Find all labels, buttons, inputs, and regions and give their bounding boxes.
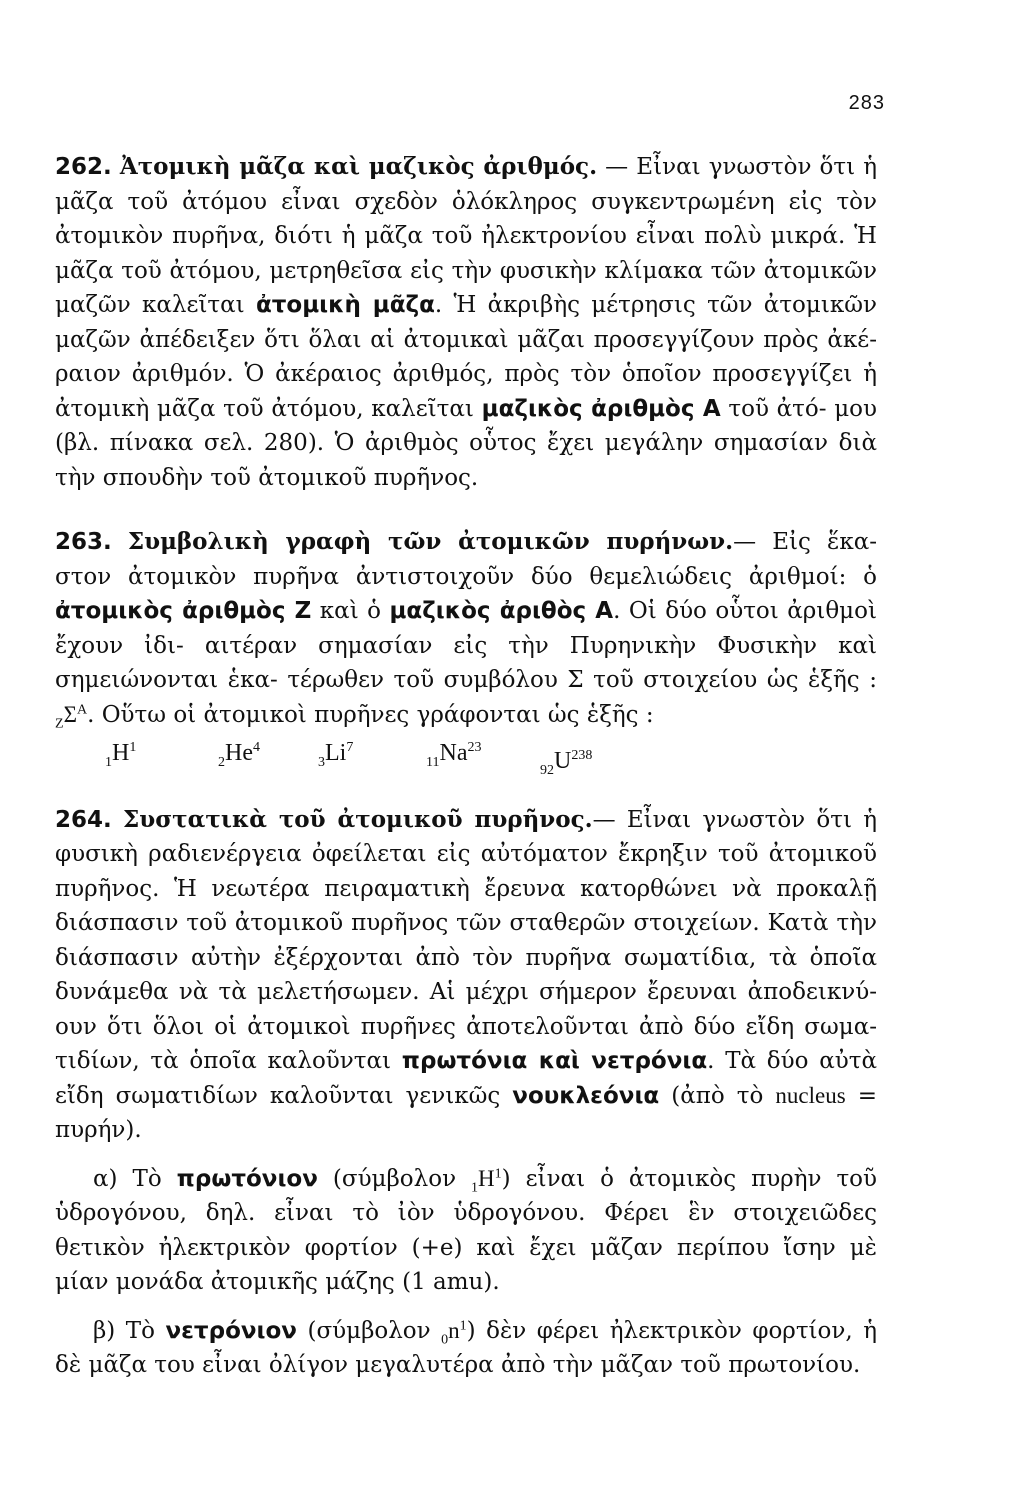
section-number: 262. bbox=[55, 154, 112, 180]
section-264 bbox=[55, 803, 877, 1148]
term-bold: ἀτομικὸς ἀριθμὸς Ζ bbox=[55, 598, 312, 624]
text-column bbox=[55, 150, 877, 1383]
body-text: (ἀπὸ τὸ bbox=[659, 1082, 776, 1109]
body-text: ) δὲν φέρει ἠλεκτρικὸν φορτίον, ἡ δὲ μᾶζα του εἶναι ὀλίγον μεγαλυτέρα ἀπὸ τὴν μᾶζαν τοῦ πρωτονίου. bbox=[55, 1317, 877, 1378]
body-text: . Οὕτω οἱ ἀτομικοὶ πυρῆνες γράφονται ὡς ἑξῆς : bbox=[87, 701, 654, 728]
body-text: (σύμβολον bbox=[296, 1317, 442, 1344]
body-text: καὶ ὁ bbox=[311, 598, 390, 624]
section-number: 264. bbox=[55, 806, 112, 833]
formula-hydrogen: $_1H^1$ bbox=[105, 740, 137, 770]
item-beta-neutron bbox=[55, 1314, 877, 1383]
proton-symbol: $_1H^1$ bbox=[471, 1165, 502, 1196]
body-text: . Οἱ δύο οὗτοι ἀριθμοὶ ἔχουν ἰδι- αιτέραν σημασίαν εἰς τὴν Πυρηνικὴν Φυσικὴν καὶ σημειώνονται ἑκα- τέρωθεν τοῦ συμβόλου Σ τοῦ στοιχείου ὡς ἑξῆς : bbox=[55, 598, 877, 693]
term-bold: μαζικὸς ἀριθμὸς Α bbox=[481, 395, 721, 422]
term-bold: νετρόνιον bbox=[165, 1317, 297, 1344]
body-text: . Τὰ δύο αὐτὰ εἴδη σωματιδίων καλοῦνται γενικῶς bbox=[55, 1048, 877, 1109]
body-text: — Εἶναι γνωστὸν ὅτι ἡ φυσικὴ ραδιενέργεια ὀφείλεται εἰς αὐτόματον ἔκρηξιν τοῦ ἀτομικοῦ πυρῆνος. Ἡ νεωτέρα πειραματικὴ ἔρευνα κατορθώνει νὰ προκαλῇ διάσπασιν τοῦ ἀτομικοῦ πυρῆνος τῶν σταθερῶν στοιχείων. Κατὰ τὴν διάσπασιν αὐτὴν ἐξέρχονται ἀπὸ τὸν πυρῆνα σωματίδια, τὰ ὁποῖα δυνάμεθα νὰ τὰ μελετήσωμεν. Αἱ μέχρι σήμερον ἔρευναι ἀποδεικνύ- ουν ὅτι ὅλοι οἱ ἀτομικοὶ πυρῆνες ἀποτελοῦνται ἀπὸ δύο εἴδη σωμα- τιδίων, τὰ ὁποῖα καλοῦνται bbox=[55, 806, 877, 1074]
item-label: α) Τὸ bbox=[93, 1165, 177, 1192]
formula-sodium: $_{11}Na^{23}$ bbox=[426, 740, 482, 770]
section-263 bbox=[55, 525, 877, 732]
latin-word: nucleus bbox=[775, 1082, 846, 1108]
term-bold: νουκλεόνια bbox=[512, 1082, 660, 1109]
section-number: 263. bbox=[55, 529, 112, 555]
body-text: — Εἶναι γνωστὸν ὅτι ἡ μᾶζα τοῦ ἀτόμου εἶναι σχεδὸν ὁλόκληρος συγκεντρωμένη εἰς τὸν ἀτομικὸν πυρῆνα, διότι ἡ μᾶζα τοῦ ἠλεκτρονίου εἶναι πολὺ μικρά. Ἡ μᾶζα τοῦ ἀτόμου, μετρηθεῖσα εἰς τὴν φυσικὴν κλίμακα τῶν ἀτομικῶν μαζῶν καλεῖται bbox=[55, 154, 878, 318]
body-text: — Εἰς ἕκα- στον ἀτομικὸν πυρῆνα ἀντιστοιχοῦν δύο θεμελιώδεις ἀριθμοί: ὁ bbox=[55, 529, 878, 590]
section-title: Συστατικὰ τοῦ ἀτομικοῦ πυρῆνος. bbox=[123, 805, 593, 833]
term-bold: πρωτόνιον bbox=[176, 1165, 318, 1192]
section-262 bbox=[55, 150, 877, 495]
formula-helium: $_2He^4$ bbox=[218, 740, 260, 770]
body-text: ) εἶναι ὁ ἀτομικὸς πυρὴν τοῦ ὑδρογόνου, δηλ. εἶναι τὸ ἰὸν ὑδρογόνου. Φέρει ἓν στοιχειῶδες θετικὸν ἠλεκτρικὸν φορτίον (+e) καὶ ἔχει μᾶζαν περίπου ἴσην μὲ μίαν μονάδα ἀτομικῆς μάζης (1 amu). bbox=[55, 1165, 877, 1295]
term-bold: μαζικὸς ἀριθὸς Α bbox=[389, 598, 614, 624]
body-text: = πυρήν). bbox=[55, 1082, 877, 1143]
nuclide-symbol: $_Z\Sigma^A$ bbox=[55, 701, 88, 732]
formula-uranium: $_{92}U^{238}$ bbox=[540, 748, 593, 778]
section-title: Ἀτομικὴ μᾶζα καὶ μαζικὸς ἀριθμός. bbox=[119, 153, 598, 180]
page-number: 283 bbox=[848, 92, 885, 114]
body-text: . Ἡ ἀκριβὴς μέτρησις τῶν ἀτομικῶν μαζῶν ἀπέδειξεν ὅτι ὅλαι αἱ ἀτομικαὶ μᾶζαι προσεγγίζουν πρὸς ἀκέ- ραιον ἀριθμόν. Ὁ ἀκέραιος ἀριθμός, πρὸς τὸν ὁποῖον προσεγγίζει ἡ ἀτομικὴ μᾶζα τοῦ ἀτόμου, καλεῖται bbox=[55, 292, 877, 422]
neutron-symbol: $_0n^1$ bbox=[441, 1317, 467, 1348]
term-bold: ἀτομικὴ μᾶζα bbox=[255, 292, 435, 318]
body-text: τοῦ ἀτό- μου (βλ. πίνακα σελ. 280). Ὁ ἀριθμὸς οὗτος ἔχει μεγάλην σημασίαν διὰ τὴν σπουδὴν τοῦ ἀτομικοῦ πυρῆνος. bbox=[55, 395, 877, 491]
item-label: β) Τὸ bbox=[93, 1317, 166, 1344]
nuclide-formulas bbox=[55, 736, 877, 778]
section-title: Συμβολικὴ γραφὴ τῶν ἀτομικῶν πυρήνων. bbox=[127, 528, 734, 555]
item-alpha-proton bbox=[55, 1162, 877, 1300]
formula-lithium: $_3Li^7$ bbox=[318, 740, 354, 770]
body-text: (σύμβολον bbox=[317, 1165, 472, 1192]
term-bold: πρωτόνια καὶ νετρόνια bbox=[401, 1048, 708, 1074]
